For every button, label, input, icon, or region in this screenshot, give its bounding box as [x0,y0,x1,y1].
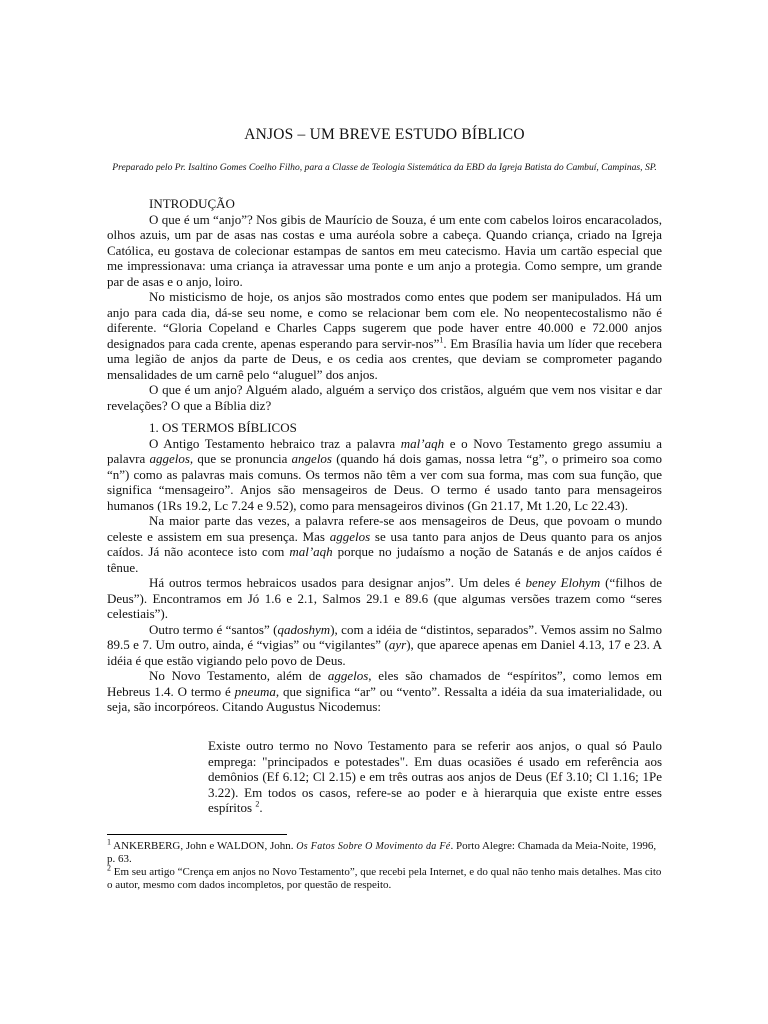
footnote-ref-2[interactable]: 2 [255,799,260,809]
terms-paragraph-3: Há outros termos hebraicos usados para designar anjos”. Um deles é beney Elohym (“filhos de Deus”). Encontramos em Jó 1.6 e 2.1, Salmos 29.1 e 89.6 (que algumas versões trazem como “seres celestiais”). [107,575,662,621]
footnote-2: $^2$ Em seu artigo “Crença em anjos no Novo Testamento”, que recebi pela Internet, e do qual não tenho mais detalhes. Mas cito o autor, mesmo com dados incompletos, por questão de respeito. [107,863,662,891]
terms-paragraph-2: Na maior parte das vezes, a palavra refere-se aos mensageiros de Deus, que povoam o mundo celeste e assistem em sua presença. Mas aggelos se usa tanto para anjos de Deus quanto para os anjos caídos. Já não acontece isto com mal’aqh porque no judaísmo a noção de Satanás e de anjos caídos é tênue. [107,513,662,575]
intro-paragraph-2: No misticismo de hoje, os anjos são mostrados como entes que podem ser manipulados. Há um anjo para cada dia, dá-se seu nome, e como se relacionar bem com ele. No neopentecostalismo não é diferente. “Gloria Copeland e Charles Capps sugerem que pode haver entre 40.000 e 72.000 anjos designados para cada crente, apenas esperando para servir-nos”$^1$. Em Brasília havia um líder que recebera uma legião de anjos da parte de Deus, e os cedia aos crentes, que deviam se comprometer pagando mensalidades de um carnê pelo “aluguel” dos anjos. [107,289,662,382]
footnote-ref-1[interactable]: 1 [439,335,444,345]
prepared-by-line: Preparado pelo Pr. Isaltino Gomes Coelho Filho, para a Classe de Teologia Sistemática da EBD da Igreja Batista do Cambuí, Campinas, SP. [112,162,657,173]
intro-paragraph-1: O que é um “anjo”? Nos gibis de Maurício de Souza, é um ente com cabelos loiros encaracolados, olhos azuis, um par de asas nas costas e uma auréola sobre a cabeça. Quando criança, criado na Igreja Católica, eu gostava de colecionar estampas de santos em meu catecismo. Havia um cartão especial que me impressionava: uma criança ia atravessar uma ponte e um anjo a protegia. Como sempre, um grande par de asas e o anjo, loiro. [107,211,662,289]
terms-paragraph-5: No Novo Testamento, além de aggelos, eles são chamados de “espíritos”, como lemos em Hebreus 1.4. O termo é pneuma, que significa “ar” ou “vento”. Ressalta a idéia da sua imaterialidade, ou seja, são incorpóreos. Citando Augustus Nicodemus: [107,668,662,714]
introduction-heading: INTRODUÇÃO [149,196,235,211]
footnote-1: $^1$ ANKERBERG, John e WALDON, John. Os Fatos Sobre O Movimento da Fé. Porto Alegre: Chamada da Meia-Noite, 1996, p. 63. [107,837,657,865]
block-quote: Existe outro termo no Novo Testamento para se referir aos anjos, o qual só Paulo emprega: "principados e potestades". Em duas ocasiões é usado em referência aos demônios (Ef 6.12; Cl 2.15) e em três outras aos anjos de Deus (Ef 3.10; Cl 1.16; 1Pe 3.22). Em todos os casos, refere-se ao poder e à hierarquia que existe entre esses espíritos $^2$. [208,738,662,815]
terms-section [107,420,662,715]
terms-paragraph-4: Outro termo é “santos” (qadoshym), com a idéia de “distintos, separados”. Vemos assim no Salmo 89.5 e 7. Um outro, ainda, é “vigias” ou “vigilantes” (ayr), que aparece apenas em Daniel 4.13, 17 e 23. A idéia é que estão vigiando pelo povo de Deus. [107,621,662,668]
introduction-section [107,196,662,413]
footnote-divider [107,834,287,835]
terms-heading: 1. OS TERMOS BÍBLICOS [149,420,297,435]
intro-paragraph-3: O que é um anjo? Alguém alado, alguém a serviço dos cristãos, alguém que vem nos visitar e dar revelações? O que a Bíblia diz? [107,382,662,413]
document-title: ANJOS – UM BREVE ESTUDO BÍBLICO [244,126,525,143]
footnotes [107,837,662,892]
terms-paragraph-1: O Antigo Testamento hebraico traz a palavra mal’aqh e o Novo Testamento grego assumiu a palavra aggelos, que se pronuncia angelos (quando há dois gamas, nossa letra “g”, o primeiro soa como “n”) como as palavras mais comuns. Os termos não têm a ver com sua forma, mas com sua função, que significa “mensageiro”. Anjos são mensageiros de Deus. O termo é usado tanto para mensageiros humanos (1Rs 19.2, Lc 7.24 e 9.52), como para mensageiros divinos (Gn 21.17, Mt 1.20, Lc 22.43). [107,435,662,513]
